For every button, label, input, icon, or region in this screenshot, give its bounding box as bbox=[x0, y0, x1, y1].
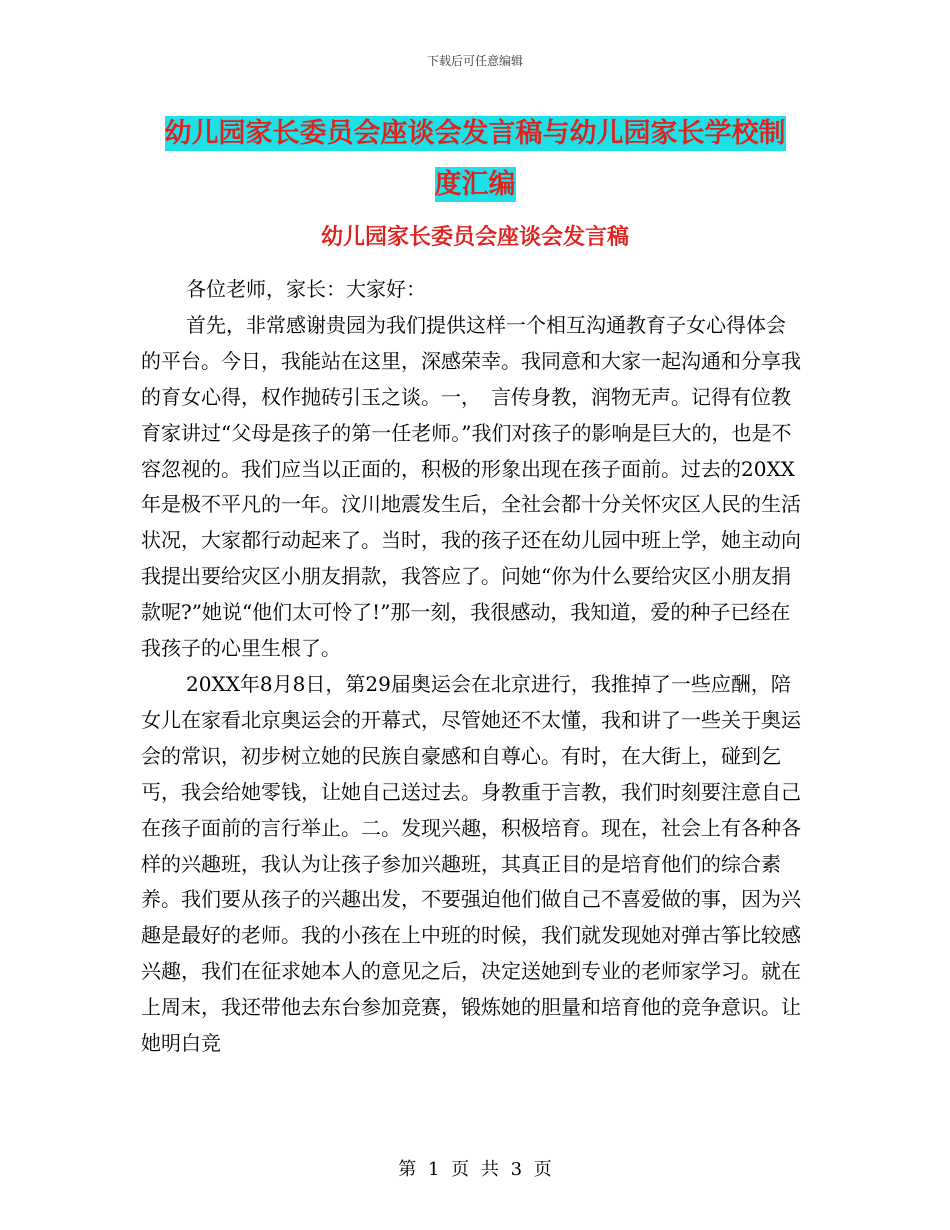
document-title-line-2: 度汇编 bbox=[434, 169, 516, 200]
document-title-line-1: 幼儿园家长委员会座谈会发言稿与幼儿园家长学校制 bbox=[164, 118, 786, 149]
page-header-note: 下载后可任意编辑 bbox=[426, 54, 523, 68]
salutation: 各位老师，家长：大家好： bbox=[186, 277, 426, 301]
body-paragraph-1: 首先，非常感谢贵园为我们提供这样一个相互沟通教育子女心得体会的平台。今日，我能站在这里，深感荣幸。我同意和大家一起沟通和分享我的育女心得，权作抛砖引玉之谈。一， 言传身教，润物无声。记得有位教育家讲过“父母是孩子的第一任老师。”我们对孩子的影响是巨大的，也是不容忽视的。我们应当以正面的，积极的形象出现在孩子面前。过去的20XX年是极不平凡的一年。汶川地震发生后，全社会都十分关怀灾区人民的生活状况，大家都行动起来了。当时，我的孩子还在幼儿园中班上学，她主动向我提出要给灾区小朋友捐款，我答应了。问她“你为什么要给灾区小朋友捐款呢?”她说“他们太可怜了!”那一刻，我很感动，我知道，爱的种子已经在我孩子的心里生根了。 bbox=[141, 312, 801, 661]
section-title: 幼儿园家长委员会座谈会发言稿 bbox=[320, 225, 629, 250]
document-body bbox=[141, 272, 801, 1062]
body-paragraph-2: 20XX年8月8日，第29届奥运会在北京进行，我推掉了一些应酬，陪女儿在家看北京奥运会的开幕式，尽管她还不太懂，我和讲了一些关于奥运会的常识，初步树立她的民族自豪感和自尊心。有时，在大街上，碰到乞丐，我会给她零钱，让她自己送过去。身教重于言教，我们时刻要注意自己在孩子面前的言行举止。二。发现兴趣，积极培育。现在，社会上有各种各样的兴趣班，我认为让孩子参加兴趣班，其真正目的是培育他们的综合素养。我们要从孩子的兴趣出发，不要强迫他们做自己不喜爱做的事，因为兴趣是最好的老师。我的小孩在上中班的时候，我们就发现她对弹古筝比较感兴趣，我们在征求她本人的意见之后，决定送她到专业的老师家学习。就在上周末，我还带他去东台参加竞赛，锻炼她的胆量和培育他的竞争意识。让她明白竞 bbox=[141, 671, 801, 1056]
page-footer-number: 第 1 页 共 3 页 bbox=[398, 1159, 552, 1180]
document-title bbox=[0, 108, 950, 210]
